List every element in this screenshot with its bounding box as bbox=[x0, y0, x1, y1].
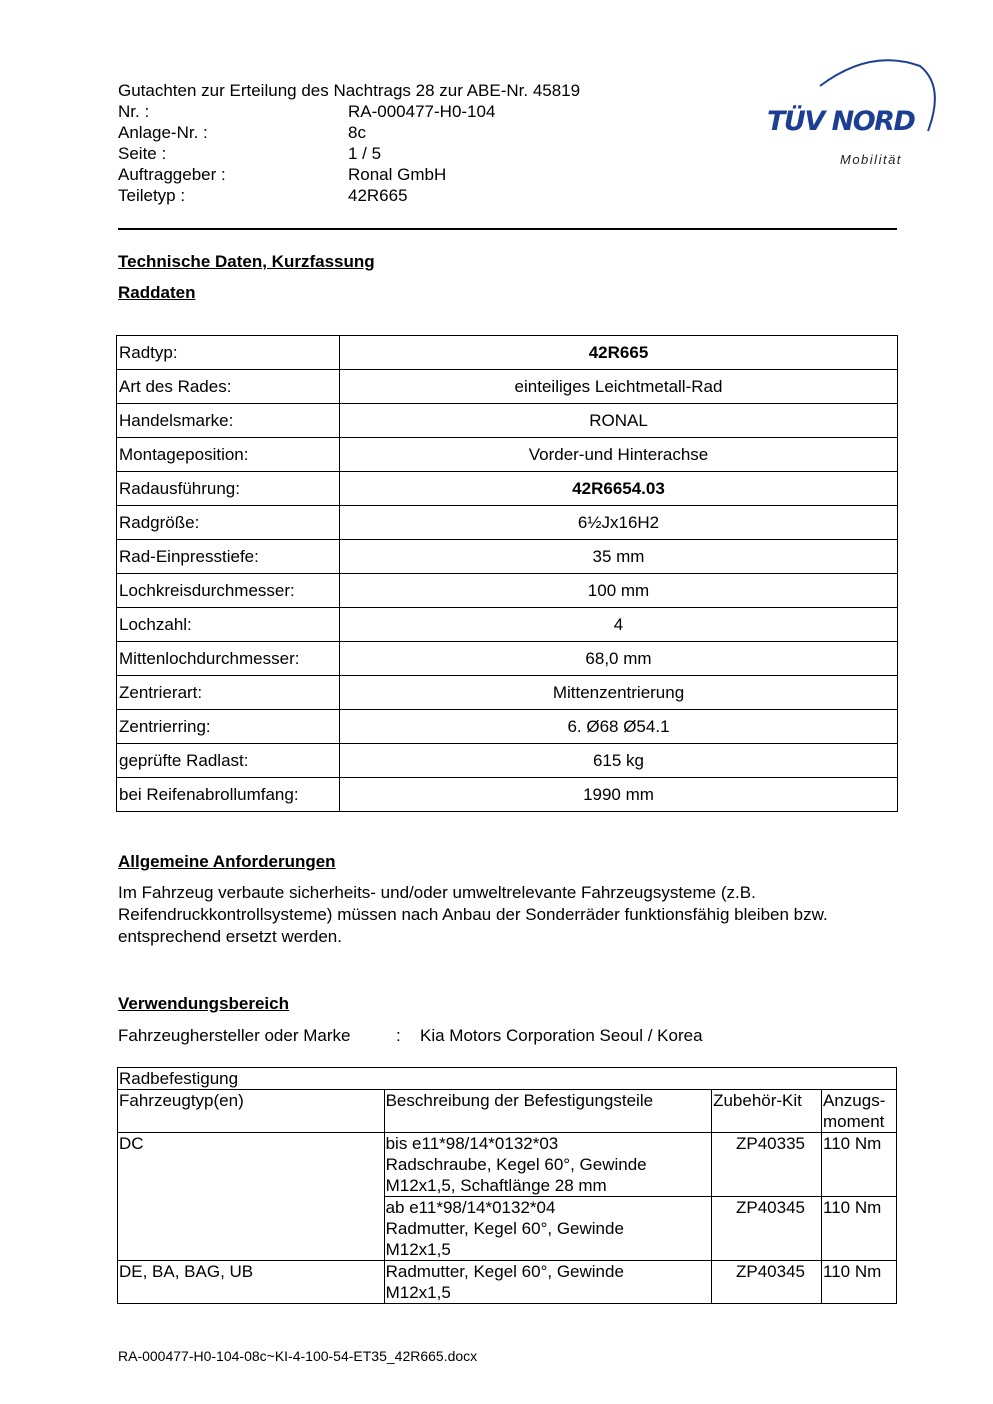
raddaten-value: Vorder-und Hinterachse bbox=[340, 438, 898, 472]
raddaten-value: 4 bbox=[340, 608, 898, 642]
table-row bbox=[117, 336, 898, 370]
raddaten-value: 42R665 bbox=[340, 336, 898, 370]
table-row bbox=[117, 540, 898, 574]
allgemein-line: entsprechend ersetzt werden. bbox=[118, 927, 342, 946]
raddaten-key: geprüfte Radlast: bbox=[117, 744, 340, 778]
kit-cell: ZP40345 bbox=[712, 1261, 822, 1304]
beschreibung-line: M12x1,5 bbox=[385, 1240, 451, 1259]
hersteller-colon: : bbox=[396, 1026, 401, 1045]
table-row bbox=[117, 370, 898, 404]
table-row bbox=[117, 744, 898, 778]
raddaten-key: Rad-Einpresstiefe: bbox=[117, 540, 340, 574]
beschreibung-line: M12x1,5 bbox=[385, 1283, 451, 1302]
table-row bbox=[117, 676, 898, 710]
section-heading-verwendung: Verwendungsbereich bbox=[118, 994, 289, 1013]
anlage-label: Anlage-Nr. : bbox=[118, 123, 208, 142]
kit-cell: ZP40335 bbox=[712, 1133, 822, 1197]
table-row bbox=[117, 404, 898, 438]
anlage-value: 8c bbox=[348, 123, 366, 142]
beschreibung-line: Radmutter, Kegel 60°, Gewinde bbox=[385, 1219, 624, 1238]
allgemein-text bbox=[118, 882, 908, 948]
raddaten-value: 1990 mm bbox=[340, 778, 898, 812]
beschreibung-line: M12x1,5, Schaftlänge 28 mm bbox=[385, 1176, 607, 1195]
raddaten-value: einteiliges Leichtmetall-Rad bbox=[340, 370, 898, 404]
raddaten-key: Lochzahl: bbox=[117, 608, 340, 642]
radbefestigung-title: Radbefestigung bbox=[118, 1068, 897, 1090]
beschreibung-cell bbox=[384, 1133, 711, 1197]
auftraggeber-value: Ronal GmbH bbox=[348, 165, 447, 184]
raddaten-value: 6½Jx16H2 bbox=[340, 506, 898, 540]
header-divider bbox=[118, 228, 897, 230]
beschreibung-line: Radschraube, Kegel 60°, Gewinde bbox=[385, 1155, 647, 1174]
footer-filename: RA-000477-H0-104-08c~KI-4-100-54-ET35_42R665.docx bbox=[118, 1348, 478, 1364]
tuv-nord-logo: TÜV NORD bbox=[767, 106, 915, 137]
allgemein-line: Reifendruckkontrollsysteme) müssen nach Anbau der Sonderräder funktionsfähig bleiben bzw. bbox=[118, 905, 828, 924]
fahrzeugtyp-cell: DC bbox=[118, 1133, 385, 1261]
raddaten-key: Radtyp: bbox=[117, 336, 340, 370]
hersteller-value: Kia Motors Corporation Seoul / Korea bbox=[420, 1026, 703, 1045]
raddaten-value: 42R6654.03 bbox=[340, 472, 898, 506]
raddaten-value: 615 kg bbox=[340, 744, 898, 778]
beschreibung-cell bbox=[384, 1261, 711, 1304]
raddaten-value: Mittenzentrierung bbox=[340, 676, 898, 710]
raddaten-value: 35 mm bbox=[340, 540, 898, 574]
radbefestigung-table bbox=[117, 1067, 897, 1304]
header-fahrzeugtyp: Fahrzeugtyp(en) bbox=[118, 1090, 385, 1133]
raddaten-key: Zentrierring: bbox=[117, 710, 340, 744]
table-row bbox=[117, 778, 898, 812]
raddaten-value: 6. Ø68 Ø54.1 bbox=[340, 710, 898, 744]
section-heading-technische-daten: Technische Daten, Kurzfassung bbox=[118, 252, 375, 271]
table-row bbox=[117, 574, 898, 608]
raddaten-key: Zentrierart: bbox=[117, 676, 340, 710]
beschreibung-line: ab e11*98/14*0132*04 bbox=[385, 1198, 556, 1217]
raddaten-key: Montageposition: bbox=[117, 438, 340, 472]
moment-cell: 110 Nm bbox=[822, 1261, 897, 1304]
table-row bbox=[118, 1261, 897, 1304]
raddaten-key: Mittenlochdurchmesser: bbox=[117, 642, 340, 676]
section-heading-allgemein: Allgemeine Anforderungen bbox=[118, 852, 336, 871]
beschreibung-line: bis e11*98/14*0132*03 bbox=[385, 1134, 559, 1153]
raddaten-key: bei Reifenabrollumfang: bbox=[117, 778, 340, 812]
table-row bbox=[117, 608, 898, 642]
kit-cell: ZP40345 bbox=[712, 1197, 822, 1261]
raddaten-table bbox=[116, 335, 898, 812]
teiletyp-label: Teiletyp : bbox=[118, 186, 186, 205]
subheading-raddaten: Raddaten bbox=[118, 283, 196, 302]
raddaten-key: Radausführung: bbox=[117, 472, 340, 506]
hersteller-label: Fahrzeughersteller oder Marke bbox=[118, 1026, 351, 1045]
raddaten-value: 100 mm bbox=[340, 574, 898, 608]
table-row bbox=[118, 1133, 897, 1197]
table-row bbox=[117, 506, 898, 540]
raddaten-value: 68,0 mm bbox=[340, 642, 898, 676]
beschreibung-line: Radmutter, Kegel 60°, Gewinde bbox=[385, 1262, 624, 1281]
table-row bbox=[117, 472, 898, 506]
seite-value: 1 / 5 bbox=[348, 144, 382, 163]
document-title: Gutachten zur Erteilung des Nachtrags 28 zur ABE-Nr. 45819 bbox=[118, 81, 581, 100]
moment-cell: 110 Nm bbox=[822, 1133, 897, 1197]
header-anzugsmoment bbox=[822, 1090, 897, 1133]
header-beschreibung: Beschreibung der Befestigungsteile bbox=[384, 1090, 711, 1133]
raddaten-key: Radgröße: bbox=[117, 506, 340, 540]
header-anzugsmoment-line: moment bbox=[823, 1112, 885, 1131]
header-anzugsmoment-line: Anzugs- bbox=[823, 1091, 886, 1110]
moment-cell: 110 Nm bbox=[822, 1197, 897, 1261]
header-zubehoer-kit: Zubehör-Kit bbox=[712, 1090, 822, 1133]
auftraggeber-label: Auftraggeber : bbox=[118, 165, 226, 184]
logo-subtitle: Mobilität bbox=[840, 152, 902, 167]
raddaten-key: Art des Rades: bbox=[117, 370, 340, 404]
raddaten-key: Lochkreisdurchmesser: bbox=[117, 574, 340, 608]
table-row bbox=[117, 438, 898, 472]
allgemein-line: Im Fahrzeug verbaute sicherheits- und/oder umweltrelevante Fahrzeugsysteme (z.B. bbox=[118, 883, 756, 902]
seite-label: Seite : bbox=[118, 144, 167, 163]
table-row bbox=[117, 642, 898, 676]
beschreibung-cell bbox=[384, 1197, 711, 1261]
raddaten-value: RONAL bbox=[340, 404, 898, 438]
raddaten-key: Handelsmarke: bbox=[117, 404, 340, 438]
fahrzeugtyp-cell: DE, BA, BAG, UB bbox=[118, 1261, 385, 1304]
nr-label: Nr. : bbox=[118, 102, 150, 121]
table-row bbox=[117, 710, 898, 744]
nr-value: RA-000477-H0-104 bbox=[348, 102, 496, 121]
teiletyp-value: 42R665 bbox=[348, 186, 408, 205]
